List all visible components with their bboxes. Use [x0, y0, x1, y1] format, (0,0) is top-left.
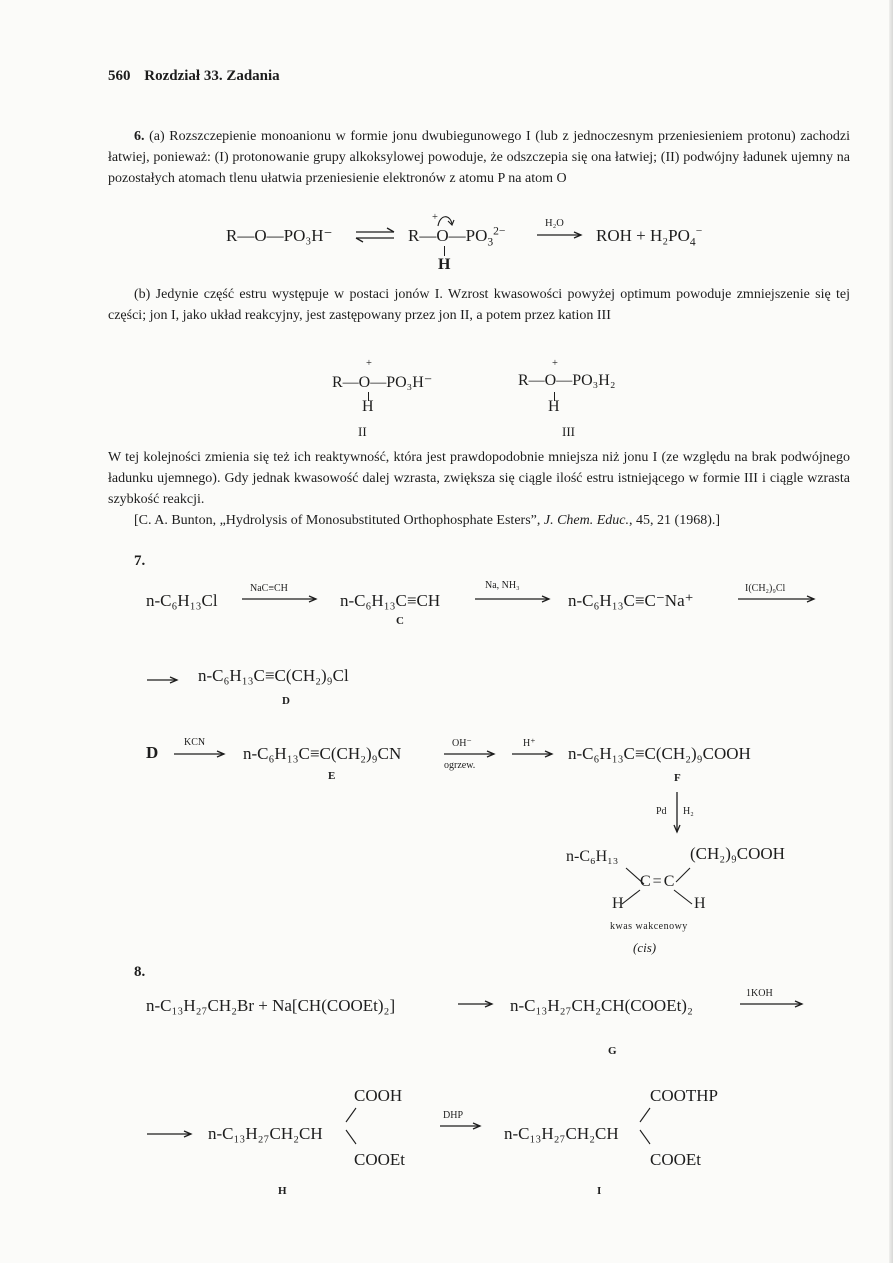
eq1-right-sub: 4	[689, 235, 696, 249]
eq1-over-arrow: H₂O	[545, 218, 564, 229]
reaction-arrow-icon	[242, 596, 322, 606]
reaction-arrow-icon	[738, 596, 820, 606]
cis-h-left: H	[612, 895, 624, 912]
p8-h-bottom: COOEt	[354, 1150, 405, 1169]
ion-ii-plus: +	[366, 358, 372, 369]
citation-pre: [C. A. Bunton, „Hydrolysis of Monosubstituted Orthophosphate Esters”,	[134, 513, 544, 528]
paragraph-6a-text: (a) Rozszczepienie monoanionu w formie jonu dwubiegunowego I (lub z jednoczesnym przeniesieniem protonu) zachodzi łatwiej, ponieważ: (I) protonowanie grupy alkoksylowej powoduje, że odszczepia się ona łatwiej; (II) podwójny ładunek ujemny na pozostałych atomach tlenu ułatwia przeniesienie elektronów z atomu P na atom O	[108, 129, 850, 186]
reaction-arrow-icon	[740, 1001, 808, 1011]
reaction-arrow-icon	[512, 751, 558, 761]
cis-compound-name: kwas wakcenowy	[610, 921, 688, 932]
reaction-arrow-icon	[147, 677, 183, 687]
p8-reagent-dhp: DHP	[443, 1110, 464, 1121]
p7-reagent-2: Na, NH₃	[485, 580, 520, 591]
reaction-arrow-icon	[458, 1001, 498, 1011]
paragraph-6b: (b) Jedynie część estru występuje w postaci jonów I. Wzrost kwasowości powyżej optimum powoduje zmniejszenie się tej części; jon I, jako układ reakcyjny, jest zastępowany przez jon II, a potem przez kation III	[108, 287, 850, 323]
p8-i-bottom: COOEt	[650, 1150, 701, 1169]
cis-right-group: (CH₂)₉COOH	[690, 844, 785, 863]
ion-ii-h: H	[362, 398, 374, 415]
p7-reagent-heat: ogrzew.	[444, 760, 476, 771]
eq1-middle: $R—O—PO_3^{2-}$	[408, 224, 506, 249]
paragraph-6a	[108, 126, 850, 189]
equilibrium-arrow-icon	[356, 228, 396, 244]
p7-reagent-oh: OH⁻	[452, 738, 472, 749]
p7-reagent-h: H⁺	[523, 738, 536, 749]
label-f: F	[674, 772, 682, 784]
eq1-left: R—O—PO₃H⁻	[226, 226, 333, 245]
chapter-title: Rozdział 33. Zadania	[144, 68, 280, 84]
citation	[108, 510, 850, 531]
citation-post: , 45, 21 (1968).]	[629, 513, 721, 528]
eq1-right	[596, 224, 703, 249]
p7-acetylide: n-C₆H₁₃C≡C⁻Na⁺	[568, 591, 694, 610]
label-c: C	[396, 615, 405, 627]
reaction-arrow-icon	[537, 232, 587, 242]
ion-iii-formula: R—O—PO₃H₂	[518, 372, 616, 389]
p7-d-start: D	[146, 743, 159, 762]
label-e: E	[328, 770, 336, 782]
label-d: D	[282, 695, 291, 707]
ion-ii-formula: R—O—PO₃H⁻	[332, 374, 433, 391]
p7-catalyst-pd: Pd	[656, 806, 667, 817]
p8-i-main: n-C₁₃H₂₇CH₂CH	[504, 1124, 619, 1143]
cis-h-right: H	[694, 895, 706, 912]
p7-reagent-1: NaC≡CH	[250, 583, 288, 594]
cis-tag: (cis)	[633, 940, 657, 955]
p7-reagent-3: I(CH₂)₉Cl	[745, 583, 786, 594]
p7-compound-d: n-C₆H₁₃C≡C(CH₂)₉Cl	[198, 666, 349, 685]
eq1-bond-line	[444, 246, 445, 256]
p7-compound-c: n-C₆H₁₃C≡CH	[340, 591, 441, 610]
cis-double-bond: C=C	[640, 873, 677, 890]
ion-ii-label: II	[358, 424, 367, 439]
problem-number-8: 8.	[134, 964, 146, 980]
p8-h-main: n-C₁₃H₂₇CH₂CH	[208, 1124, 323, 1143]
p8-reagent-koh: 1KOH	[746, 988, 773, 999]
ion-iii-plus: +	[552, 358, 558, 369]
cis-left-group: n-C₆H₁₃	[566, 848, 619, 865]
p7-start: n-C₆H₁₃Cl	[146, 591, 218, 610]
eq1-right-sup: −	[695, 224, 703, 238]
eq1-right-formula: ROH + H₂PO	[596, 226, 690, 245]
reaction-arrow-icon	[147, 1131, 197, 1141]
p8-compound-g: n-C₁₃H₂₇CH₂CH(COOEt)₂	[510, 996, 693, 1015]
citation-journal: J. Chem. Educ.	[543, 513, 630, 528]
p7-compound-f: n-C₆H₁₃C≡C(CH₂)₉COOH	[568, 744, 751, 763]
reaction-arrow-icon	[174, 751, 230, 761]
p7-compound-e: n-C₆H₁₃C≡C(CH₂)₉CN	[243, 744, 402, 763]
eq1-middle-charge: +	[432, 212, 438, 223]
p7-reagent-h2: H₂	[683, 806, 694, 817]
p8-reactants: n-C₁₃H₂₇CH₂Br + Na[CH(COOEt)₂]	[146, 996, 396, 1015]
curved-electron-arrow-icon	[428, 212, 468, 230]
label-h: H	[278, 1185, 288, 1197]
p7-reagent-kcn: KCN	[184, 737, 206, 748]
paragraph-6c: W tej kolejności zmienia się też ich reaktywność, która jest prawdopodobnie mniejsza niż jonu I (ze względu na brak podwójnego ładunku ujemnego). Gdy jednak kwasowość dalej wzrasta, zwiększa się ciągle ilość estru istniejącego w formie III i ciągle wzrasta szybkość reakcji.	[108, 450, 850, 507]
page-edge-shadow	[889, 0, 893, 1263]
page-number: 560	[108, 68, 131, 84]
reaction-arrow-icon	[475, 596, 555, 606]
p8-h-top: COOH	[354, 1086, 403, 1105]
p8-i-top: COOTHP	[650, 1086, 719, 1105]
problem-number-6: 6.	[134, 129, 145, 144]
ion-iii-label: III	[562, 424, 575, 439]
label-i: I	[597, 1185, 602, 1197]
down-arrow-icon	[672, 792, 682, 834]
problem-number-7: 7.	[134, 553, 146, 569]
eq1-middle-h: H	[438, 256, 451, 273]
running-header	[108, 68, 280, 85]
eq1-middle-formula: R—O—PO	[408, 226, 488, 245]
label-g: G	[608, 1045, 618, 1057]
ion-iii-h: H	[548, 398, 560, 415]
reaction-arrow-icon	[440, 1123, 486, 1133]
